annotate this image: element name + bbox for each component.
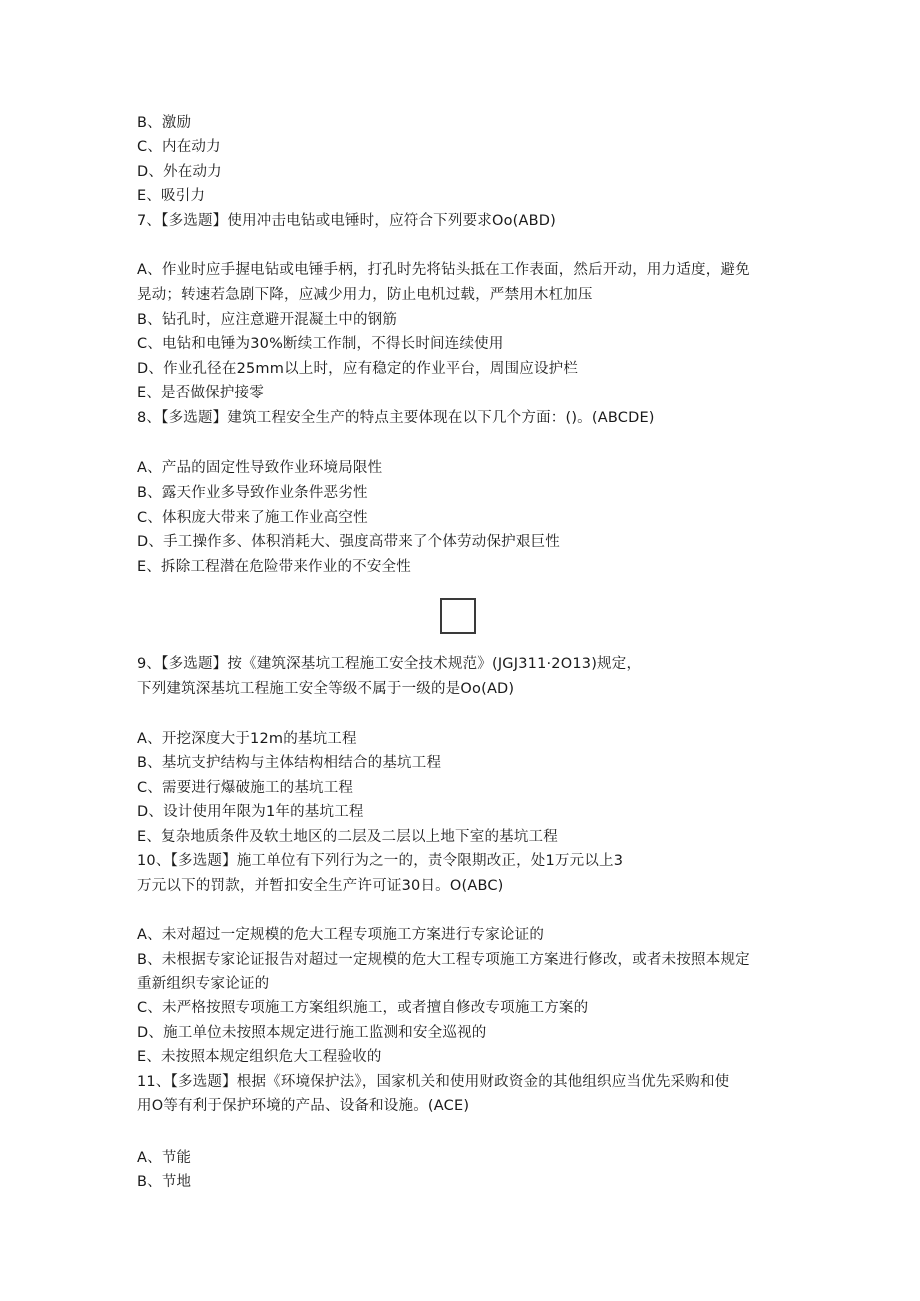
option-line: C、未严格按照专项施工方案组织施工，或者擅自修改专项施工方案的 (137, 1000, 589, 1016)
option-line: E、未按照本规定组织危大工程验收的 (137, 1049, 382, 1065)
question-11-continued: 用O等有利于保护环境的产品、设备和设施。(ACE) (137, 1098, 470, 1114)
option-line: A、节能 (137, 1150, 192, 1166)
option-line: A、产品的固定性导致作业环境局限性 (137, 460, 383, 476)
option-line: A、作业时应手握电钻或电锤手柄，打孔时先将钻头抵在工作表面，然后开动，用力适度，避免 (137, 262, 750, 278)
option-line: D、设计使用年限为1年的基坑工程 (137, 804, 364, 820)
option-line: B、露天作业多导致作业条件恶劣性 (137, 485, 368, 501)
option-line: A、未对超过一定规模的危大工程专项施工方案进行专家论证的 (137, 927, 545, 943)
option-line: B、基坑支护结构与主体结构相结合的基坑工程 (137, 755, 442, 771)
question-10-continued: 万元以下的罚款，并暂扣安全生产许可证30日。O(ABC) (137, 878, 504, 894)
option-line-continued: 晃动；转速若急剧下降，应减少用力，防止电机过载，严禁用木杠加压 (137, 287, 593, 303)
empty-figure-box (440, 598, 476, 634)
option-line: C、电钻和电锤为30%断续工作制，不得长时间连续使用 (137, 336, 504, 352)
option-line: E、是否做保护接零 (137, 385, 264, 401)
option-line: E、拆除工程潜在危险带来作业的不安全性 (137, 559, 411, 575)
option-line: C、内在动力 (137, 139, 221, 155)
question-11: 11、【多选题】根据《环境保护法》，国家机关和使用财政资金的其他组织应当优先采购和使 (137, 1074, 730, 1090)
question-7: 7、【多选题】使用冲击电钻或电锤时，应符合下列要求Oo(ABD) (137, 213, 557, 229)
option-line: E、吸引力 (137, 188, 206, 204)
option-line: B、未根据专家论证报告对超过一定规模的危大工程专项施工方案进行修改，或者未按照本规定 (137, 952, 750, 968)
option-line: D、手工操作多、体积消耗大、强度高带来了个体劳动保护艰巨性 (137, 534, 560, 550)
option-line: D、外在动力 (137, 164, 222, 180)
option-line: C、需要进行爆破施工的基坑工程 (137, 780, 354, 796)
option-line: E、复杂地质条件及软土地区的二层及二层以上地下室的基坑工程 (137, 829, 558, 845)
question-8: 8、【多选题】建筑工程安全生产的特点主要体现在以下几个方面：()。(ABCDE) (137, 410, 655, 426)
option-line: B、钻孔时，应注意避开混凝土中的钢筋 (137, 312, 398, 328)
question-10: 10、【多选题】施工单位有下列行为之一的，责令限期改正，处1万元以上3 (137, 853, 624, 869)
option-line: A、开挖深度大于12m的基坑工程 (137, 731, 357, 747)
option-line: B、激励 (137, 115, 192, 131)
option-line-continued: 重新组织专家论证的 (137, 976, 270, 992)
option-line: D、施工单位未按照本规定进行施工监测和安全巡视的 (137, 1025, 487, 1041)
option-line: B、节地 (137, 1174, 192, 1190)
option-line: D、作业孔径在25mm以上时，应有稳定的作业平台，周围应设护栏 (137, 361, 579, 377)
option-line: C、体积庞大带来了施工作业高空性 (137, 510, 368, 526)
question-9-continued: 下列建筑深基坑工程施工安全等级不属于一级的是Oo(AD) (137, 681, 515, 697)
question-9: 9、【多选题】按《建筑深基坑工程施工安全技术规范》(JGJ311·2O13)规定， (137, 656, 642, 672)
